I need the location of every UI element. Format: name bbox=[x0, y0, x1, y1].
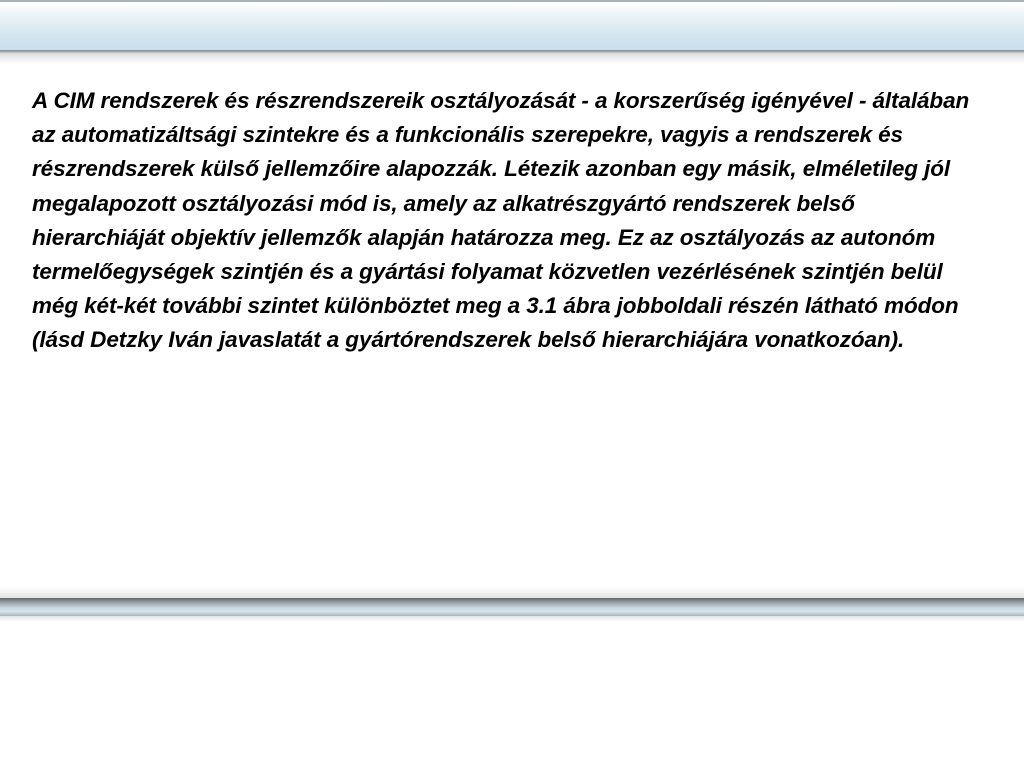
bottom-decorative-band bbox=[0, 598, 1024, 616]
top-decorative-band bbox=[0, 0, 1024, 52]
bottom-band-edge bbox=[0, 616, 1024, 622]
slide-body-text: A CIM rendszerek és részrendszereik osztályozását - a korszerűség igényével - általában az automatizáltsági szintekre és a funkcionális szerepekre, vagyis a rendszerek és részrendszerek külső jellemzőire alapozzák. Létezik azonban egy másik, elméletileg jól megalapozott osztályozási mód is, amely az alkatrészgyártó rendszerek belső hierarchiáját objektív jellemzők alapján határozza meg. Ez az osztályozás az autonóm termelőegységek szintjén és a gyártási folyamat közvetlen vezérlésének szintjén belül még két-két további szintet különböztet meg a 3.1 ábra jobboldali részén látható módon (lásd Detzky Iván javaslatát a gyártórendszerek belső hierarchiájára vonatkozóan). bbox=[32, 88, 970, 353]
bottom-band-shadow bbox=[0, 586, 1024, 598]
top-band-shadow bbox=[0, 54, 1024, 64]
